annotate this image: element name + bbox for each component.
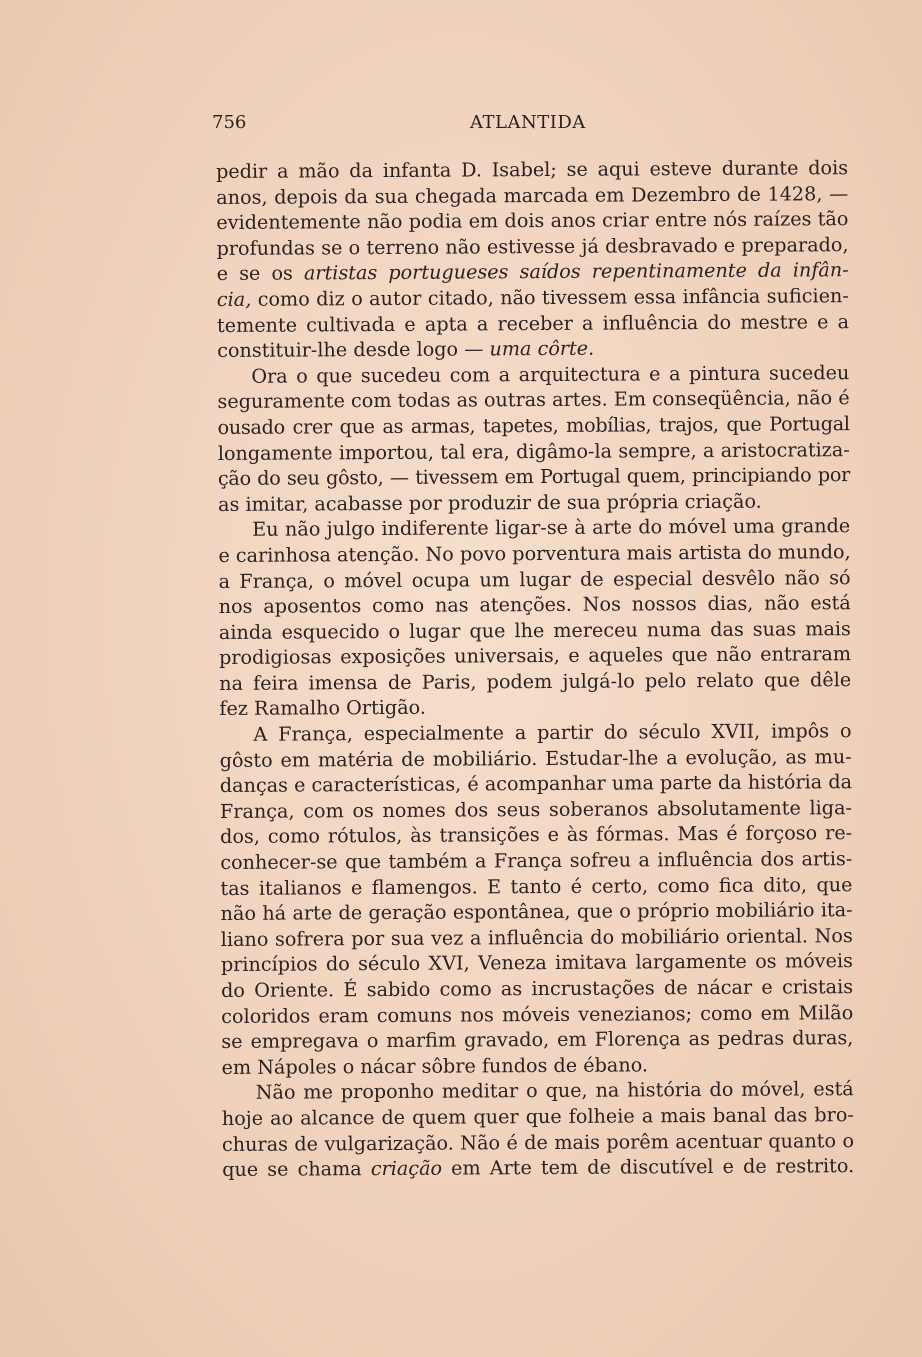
body-text xyxy=(216,155,854,1183)
text-line: e carinhosa atenção. No povo porventura mais artista do mundo, xyxy=(218,540,851,567)
text-line: constituir-lhe desde logo — uma côrte. xyxy=(217,336,595,363)
text-line: temente cultivada e apta a receber a influência do mestre e a xyxy=(216,309,850,337)
text-line: ção do seu gôsto, — tivessem em Portugal quem, principiando por xyxy=(217,463,851,491)
italic-phrase: uma côrte. xyxy=(489,336,595,361)
text-line: nos aposentos como nas atenções. Nos nossos dias, não está xyxy=(218,591,851,619)
text-line: França, com os nomes dos seus soberanos absolutamente liga- xyxy=(219,795,853,823)
paragraph xyxy=(219,718,853,1080)
text-line: Não me proponho meditar o que, na história do móvel, está xyxy=(255,1077,854,1105)
text-line: coloridos eram comuns nos móveis venezianos; como em Milão xyxy=(221,1000,854,1028)
text-line: e se os artistas portugueses saídos repentinamente da infân- xyxy=(216,258,849,286)
text-line: princípios do século XVI, Veneza imitava largamente os móveis xyxy=(220,949,853,977)
text-line: fez Ramalho Ortigão. xyxy=(219,696,426,721)
text-line: danças e características, é acompanhar uma parte da história da xyxy=(219,770,853,798)
text-line: se empregava o marfim gravado, em Florença as pedras duras, xyxy=(221,1026,854,1054)
text-line: evidentemente não podia em dois anos criar entre nós raízes tão xyxy=(216,207,849,235)
text-line: A França, especialmente a partir do século XVII, impôs o xyxy=(253,719,852,746)
text-line: churas de vulgarização. Não é de mais porêm acentuar quanto o xyxy=(221,1128,855,1156)
text-line: tas italianos e flamengos. E tanto é certo, como fica dito, que xyxy=(220,872,853,900)
text-line: ainda esquecido o lugar que lhe mereceu numa das suas mais xyxy=(218,616,851,644)
text-line: profundas se o terreno não estivesse já desbravado e preparado, xyxy=(216,232,849,260)
text-line: seguramente com todas as outras artes. Em conseqüência, não é xyxy=(217,386,850,414)
text-line: Ora o que sucedeu com a arquitectura e a pintura sucedeu xyxy=(251,360,850,388)
paragraph xyxy=(222,1076,855,1182)
text-line: liano sofrera por sua vez a influência do mobiliário oriental. Nos xyxy=(220,923,853,951)
paragraph xyxy=(218,513,851,722)
text-line: a França, o móvel ocupa um lugar de especial desvêlo não só xyxy=(218,565,851,593)
text-line: na feira imensa de Paris, podem julgá-lo pelo relato que dêle xyxy=(219,668,852,695)
text-line: que se chama criação em Arte tem de discutível e de restrito. xyxy=(222,1154,855,1182)
text-line: Eu não julgo indiferente ligar-se à arte do móvel uma grande xyxy=(252,514,851,542)
text-line: conhecer-se que também a França sofreu a influência dos artis- xyxy=(220,847,853,875)
text-line: as imitar, acabasse por produzir de sua própria criação. xyxy=(218,489,762,516)
text-line: hoje ao alcance de quem quer que folheie a mais banal das bro- xyxy=(221,1103,854,1130)
paragraph xyxy=(217,360,850,517)
text-line: não há arte de geração espontânea, que o próprio mobiliário ita- xyxy=(220,898,853,926)
text-line: ousado crer que as armas, tapetes, mobílias, trajos, que Portugal xyxy=(217,412,850,439)
text-line: do Oriente. É sabido como as incrustações de nácar e cristais xyxy=(221,975,854,1002)
text-line: prodigiosas exposições universais, e aqueles que não entraram xyxy=(218,642,852,670)
text-line: dos, como rótulos, às transições e às fórmas. Mas é forçoso re- xyxy=(220,821,853,849)
italic-phrase: cia, xyxy=(216,287,252,311)
running-head xyxy=(212,108,852,136)
running-title: ATLANTIDA xyxy=(470,112,586,133)
text-line: anos, depois da sua chegada marcada em Dezembro de 1428, — xyxy=(216,181,849,209)
page-number: 756 xyxy=(212,112,247,133)
italic-phrase: criação xyxy=(370,1156,443,1181)
text-line: longamente importou, tal era, digâmo-la sempre, a aristocratiza- xyxy=(217,437,850,465)
text-line: em Nápoles o nácar sôbre fundos de ébano. xyxy=(221,1053,649,1079)
text-line: pedir a mão da infanta D. Isabel; se aqui esteve durante dois xyxy=(216,156,849,183)
paragraph xyxy=(216,155,849,364)
text-line: gôsto em matéria de mobiliário. Estudar-lhe a evolução, as mu- xyxy=(219,744,852,772)
italic-phrase: artistas portugueses saídos repentinamente da infân- xyxy=(303,258,849,285)
text-line: cia, como diz o autor citado, não tivessem essa infância suficien- xyxy=(216,284,849,311)
